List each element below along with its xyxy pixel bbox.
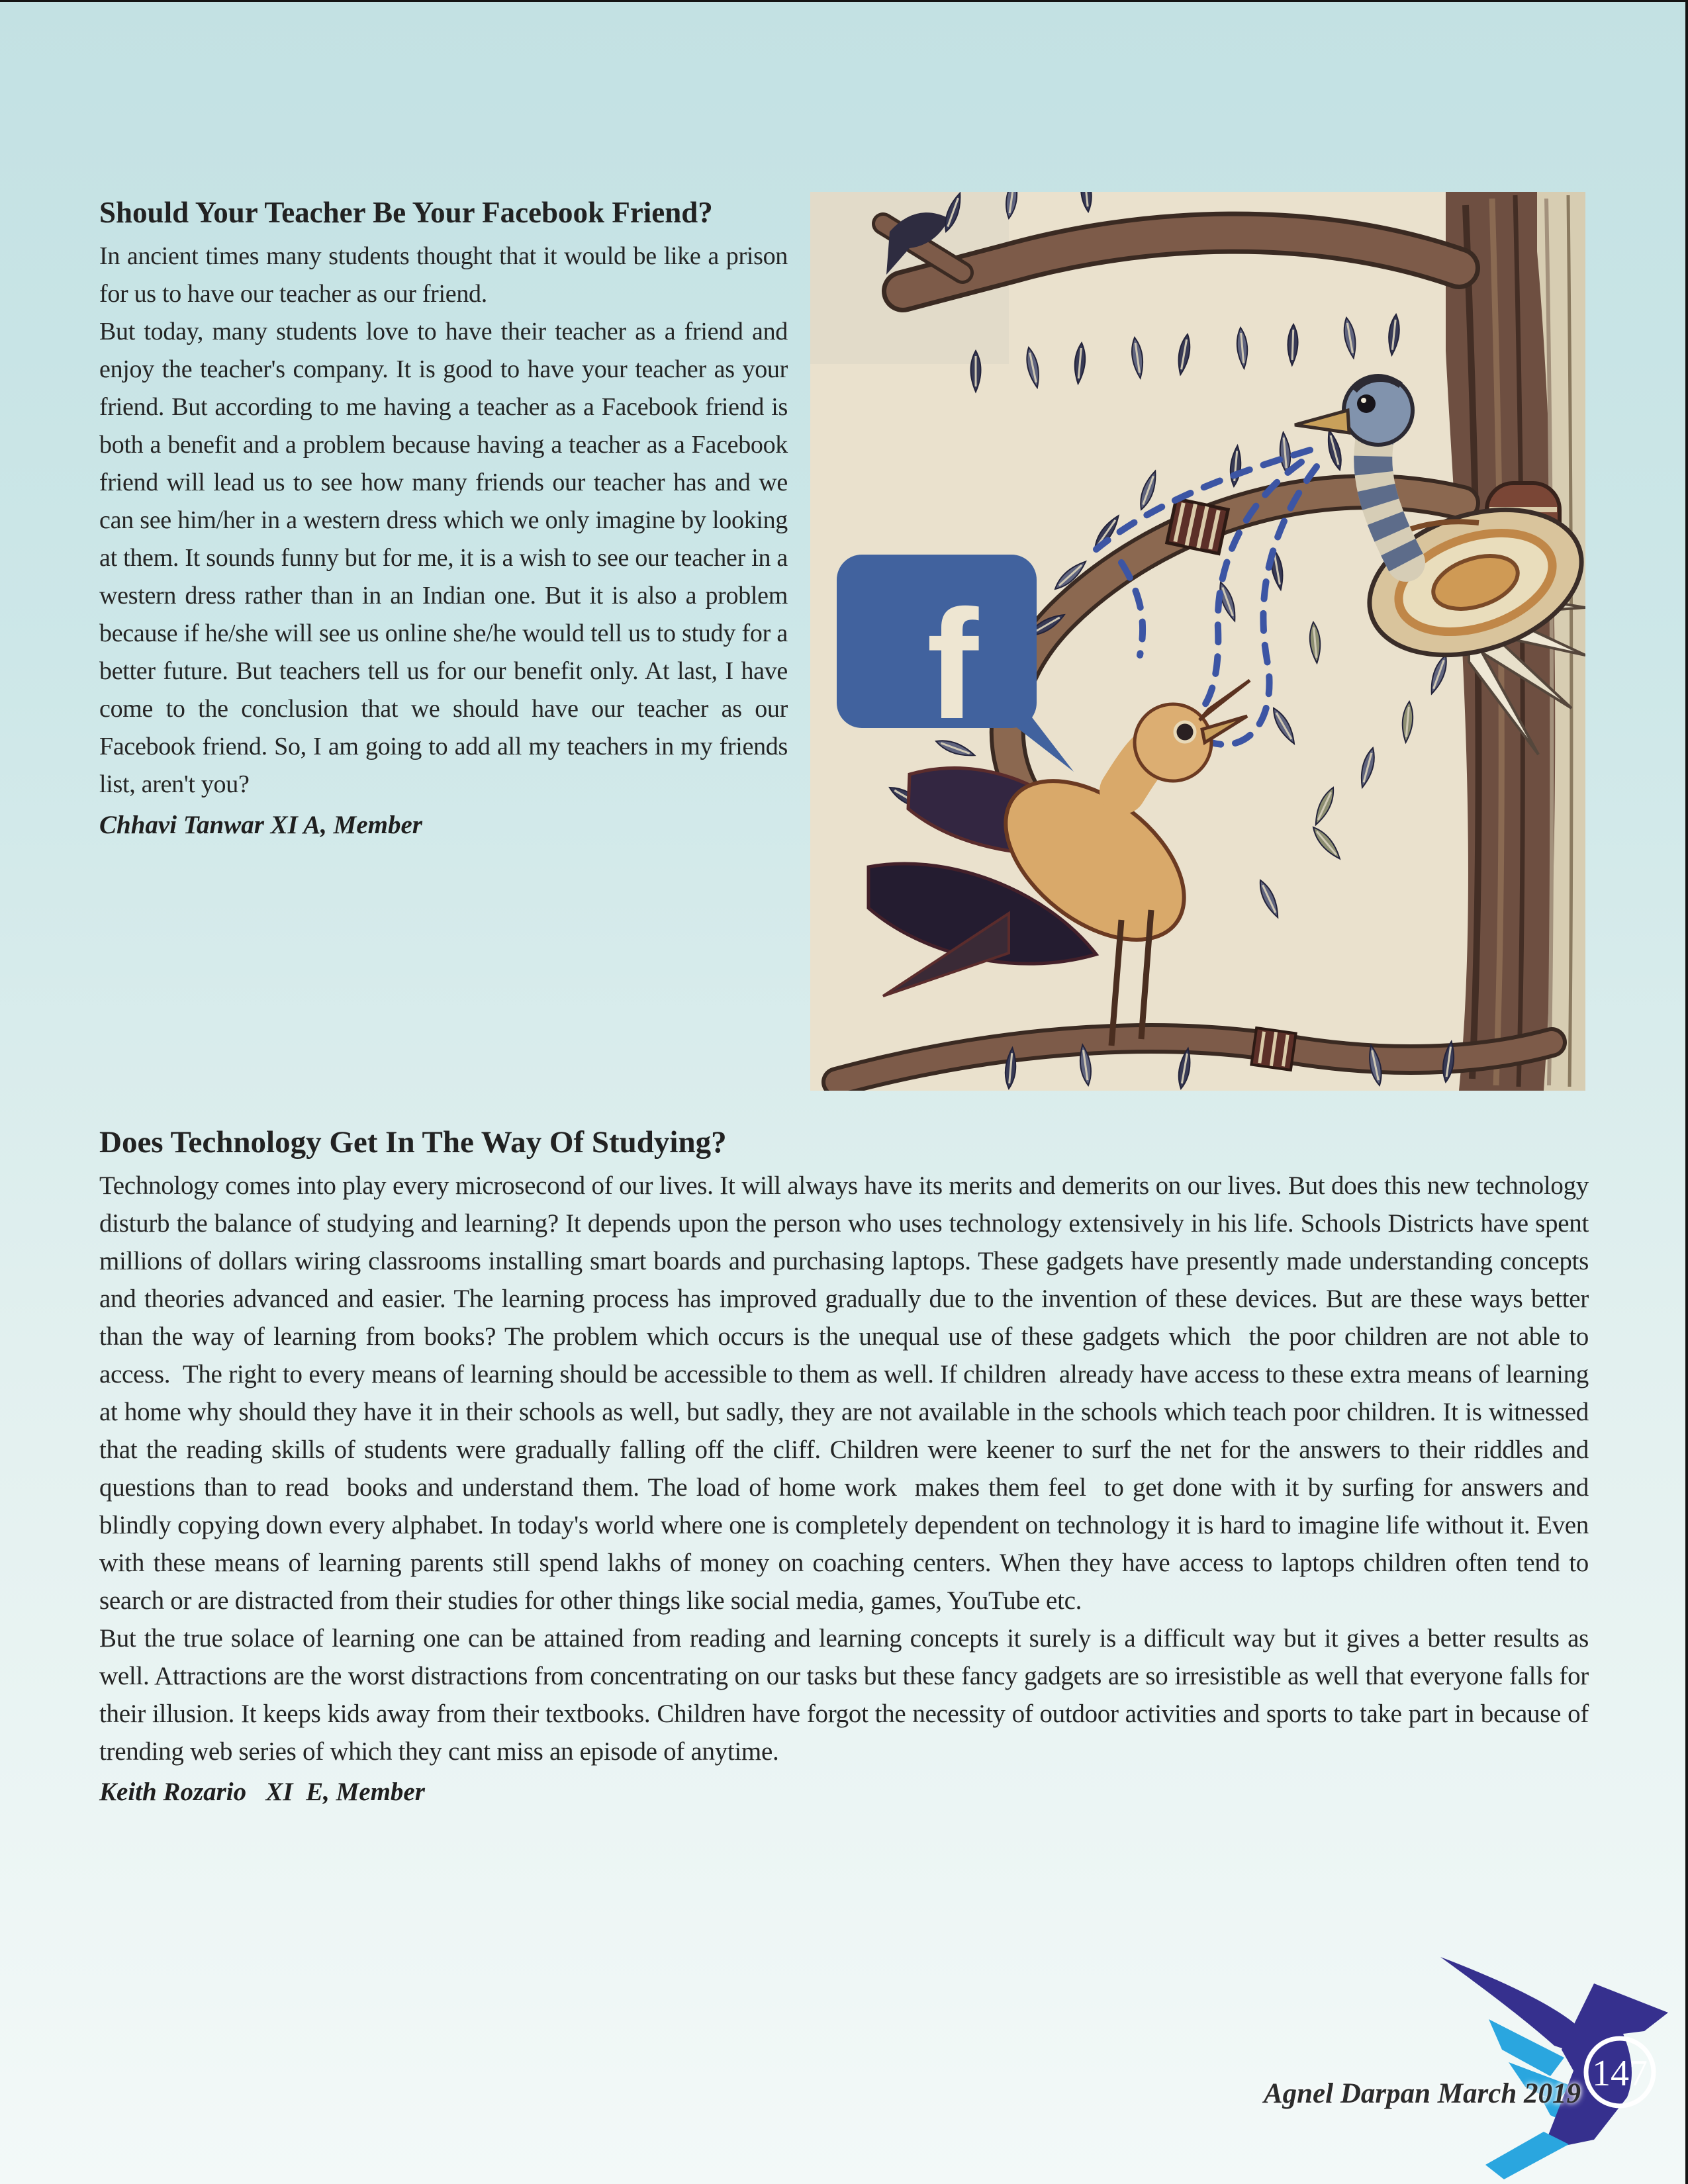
bird-logo-canvas	[1421, 1945, 1688, 2184]
magazine-credit: Agnel Darpan March 2019	[1263, 2078, 1581, 2109]
article2-paragraph-1: Technology comes into play every microsecond of our lives. It will always have its merits and demerits on our lives. But does this new technology disturb the balance of studying and learning? It depends upon the person who uses technology extensively in his life. Schools Districts have spent millions of dollars wiring classrooms installing smart boards and purchasing laptops. These gadgets have presently made understanding concepts and theories advanced and easier. The learning process has improved gradually due to the invention of these devices. But are these ways better than the way of learning from books? The problem which occurs is the unequal use of these gadgets which the poor children are not able to access. The right to every means of learning should be accessible to them as well. If children already have access to these extra means of learning at home why should they have it in their schools as well, but sadly, they are not available in the schools which teach poor children. It is witnessed that the reading skills of students were gradually falling off the cliff. Children were keener to surf the net for the answers to their riddles and questions than to read books and understand them. The load of home work makes them feel to get done with it by surfing for answers and blindly copying down every alphabet. In today's world where one is completely dependent on technology it is hard to imagine life without it. Even with these means of learning parents still spend lakhs of money on coaching centers. When they have access to laptops children often tend to search or are distracted from their studies for other things like social media, games, YouTube etc.	[99, 1171, 1595, 1615]
article-technology-studying	[99, 1123, 1595, 1811]
branch-band	[1167, 498, 1228, 553]
artwork-canvas	[810, 192, 1585, 1091]
article1-paragraph-2: But today, many students love to have their teacher as a friend and enjoy the teacher's company. It is good to have your teacher as your friend. But according to me having a teacher as a Facebook friend is both a benefit and a problem because having a teacher as a Facebook friend will lead us to see how many friends our teacher has and we can see him/her in a western dress which we only imagine by looking at them. It sounds funny but for me, it is a wish to see our teacher in a western dress rather than in an Indian one. But it is also a problem because if he/she will see us online she/he would tell us to study for a better future. But teachers tell us for our benefit only. At last, I have come to the conclusion that we should have our teacher as our Facebook friend. So, I am going to add all my teachers in my friends list, aren't you?	[99, 318, 794, 798]
article1-author: Chhavi Tanwar XI A, Member	[99, 811, 422, 839]
article1-title: Should Your Teacher Be Your Facebook Friend?	[99, 196, 713, 229]
bird-logo	[1421, 1945, 1688, 2184]
madhubani-birds-artwork	[810, 192, 1585, 1091]
article2-title: Does Technology Get In The Way Of Studying?	[99, 1125, 727, 1160]
page-number: 147	[1592, 2053, 1648, 2094]
bird-logo-tail	[1485, 2132, 1569, 2179]
facebook-f-letter: f	[926, 577, 979, 751]
article2-author: Keith Rozario XI E, Member	[99, 1778, 425, 1806]
article1-paragraph-1: In ancient times many students thought that it would be like a prison for us to have our teacher as our friend.	[99, 242, 794, 308]
article2-paragraph-2: But the true solace of learning one can be attained from reading and learning concepts it surely is a difficult way but it gives a better results as well. Attractions are the worst distractions from concentrating on our tasks but these fancy gadgets are so irresistible as well that everyone falls for their illusion. It keeps kids away from their textbooks. Children have forgot the necessity of outdoor activities and sports to take part in because of trending web series of which they cant miss an episode of anytime.	[99, 1624, 1595, 1766]
article-facebook-friend	[99, 194, 794, 844]
